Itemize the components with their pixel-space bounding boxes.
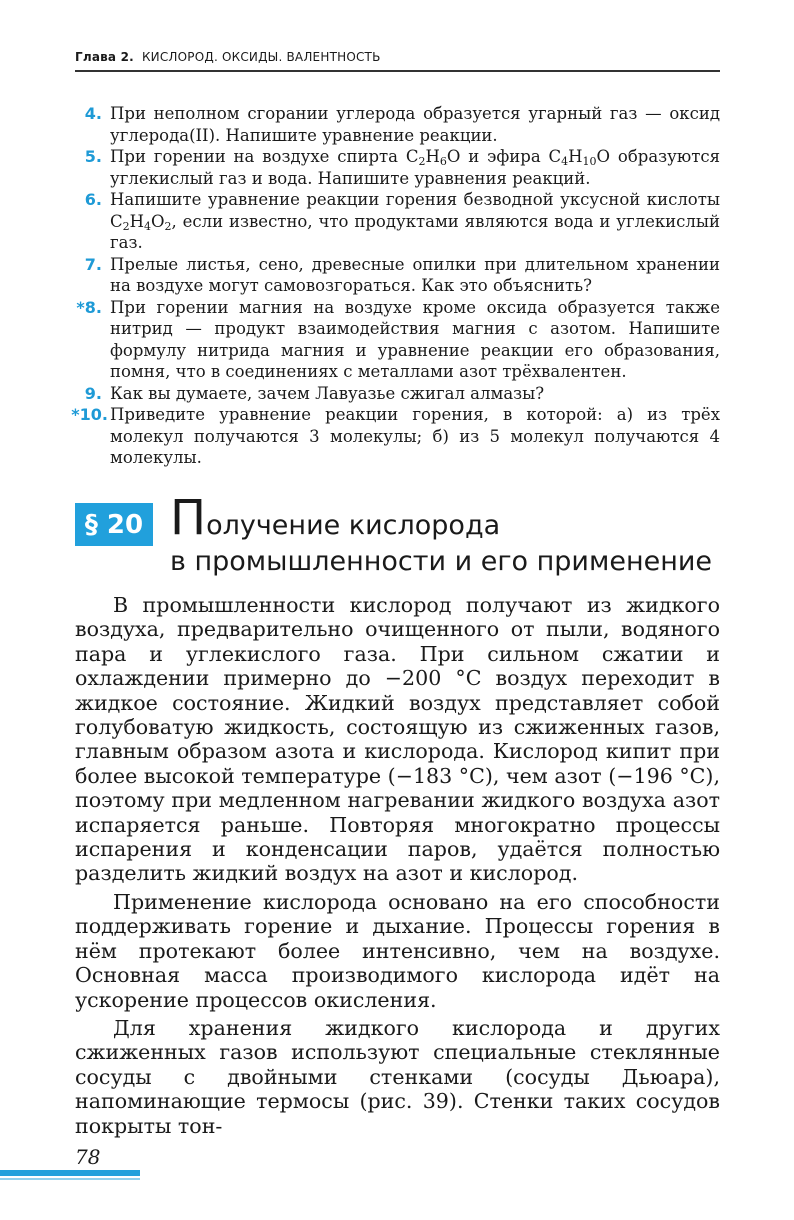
exercise-list bbox=[60, 103, 720, 469]
exercise-number: 4. bbox=[84, 104, 102, 123]
exercise-number: 7. bbox=[84, 254, 102, 274]
section-title-line1: олучение кислорода bbox=[206, 510, 501, 541]
page-number: 78 bbox=[75, 1145, 101, 1169]
paragraph: В промышленности кислород получают из жидкого воздуха, предварительно очищенного от пыли, водяного пара и углекислого газа. При сильном сжатии и охлаждении примерно до −200 °С воздух переходит в жидкое состояние. Жидкий воздух представляет собой голубоватую жидкость, состоящую из сжиженных газов, главным образом азота и кислорода. Кислород кипит при более высокой температуре (−183 °С), чем азот (−196 °С), поэтому при медленном нагревании жидкого воздуха азот испаряется раньше. Повторяя многократно процессы испарения и конденсации паров, удаётся полностью разделить жидкий воздух на азот и кислород. bbox=[75, 593, 720, 886]
exercise-text: При неполном сгорании углерода образуется угарный газ — оксид углерода(II). Напишите уравнение реакции. bbox=[110, 104, 720, 145]
chapter-label: Глава 2. bbox=[75, 50, 134, 64]
exercise-text: Приведите уравнение реакции горения, в которой: а) из трёх молекул получаются 3 молекулы; б) из 5 молекул получаются 4 молекулы. bbox=[110, 405, 720, 467]
exercise-item bbox=[60, 146, 720, 189]
exercise-item bbox=[60, 383, 720, 405]
exercise-item bbox=[60, 103, 720, 146]
exercise-item bbox=[60, 297, 720, 383]
exercise-number: 9. bbox=[84, 383, 102, 403]
exercise-item bbox=[60, 254, 720, 297]
exercise-item bbox=[60, 404, 720, 469]
section-title-line2: в промышленности и его применение bbox=[170, 546, 713, 577]
chapter-title: КИСЛОРОД. ОКСИДЫ. ВАЛЕНТНОСТЬ bbox=[141, 50, 381, 64]
exercise-number: *8. bbox=[76, 297, 102, 317]
running-header bbox=[75, 50, 720, 72]
exercise-number: 6. bbox=[84, 190, 102, 209]
exercise-text: Напишите уравнение реакции горения безводной уксусной кислоты $C_2H_4O_2$, если известно, что продуктами являются вода и углекислый газ. bbox=[110, 190, 720, 252]
footer-accent-bar bbox=[0, 1170, 140, 1176]
exercise-number: 5. bbox=[84, 147, 102, 166]
section-title bbox=[170, 490, 730, 580]
exercise-text: Как вы думаете, зачем Лавуазье сжигал алмазы? bbox=[110, 383, 545, 403]
exercise-text: При горении на воздухе спирта $C_2H_6O$ и эфира $C_4H_{10}O$ образуются углекислый газ и вода. Напишите уравнения реакций. bbox=[110, 147, 721, 188]
body-text bbox=[75, 593, 720, 1142]
exercise-number: *10. bbox=[71, 405, 108, 424]
section-title-initial: П bbox=[170, 490, 207, 546]
exercise-item bbox=[60, 189, 720, 254]
section-badge: § 20 bbox=[75, 503, 153, 546]
paragraph: Применение кислорода основано на его способности поддерживать горение и дыхание. Процессы горения в нём протекают более интенсивно, чем на воздухе. Основная масса производимого кислорода идёт на ускорение процессов окисления. bbox=[75, 889, 720, 1012]
exercise-text: При горении магния на воздухе кроме оксида образуется также нитрид — продукт взаимодействия магния с азотом. Напишите формулу нитрида магния и уравнение реакции его образования, помня, что в соединениях с металлами азот трёхвалентен. bbox=[110, 297, 720, 381]
paragraph: Для хранения жидкого кислорода и других сжиженных газов используют специальные стеклянные сосуды с двойными стенками (сосуды Дьюара), напоминающие термосы (рис. 39). Стенки таких сосудов покрыты тон- bbox=[75, 1015, 720, 1138]
exercise-text: Прелые листья, сено, древесные опилки при длительном хранении на воздухе могут самовозгораться. Как это объяснить? bbox=[110, 254, 720, 295]
footer-accent-line bbox=[0, 1178, 140, 1180]
